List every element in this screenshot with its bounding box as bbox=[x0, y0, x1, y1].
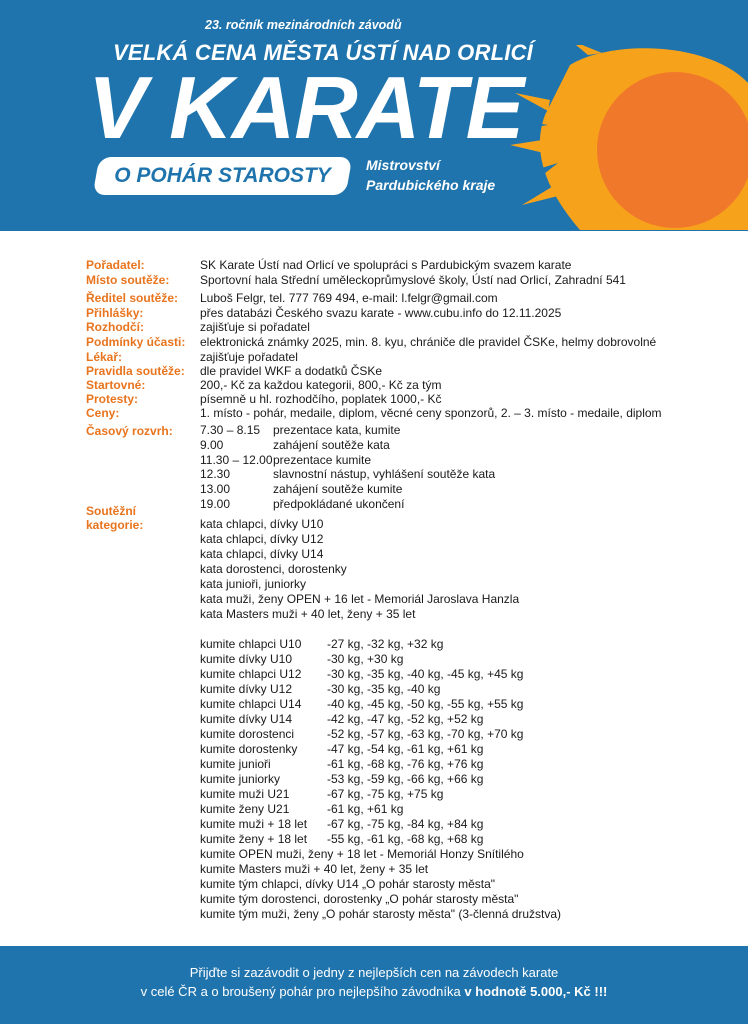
kumite-category-weights: -30 kg, +30 kg bbox=[327, 652, 404, 666]
schedule-time: 13.00 bbox=[200, 482, 231, 496]
info-value-protests: písemně u hl. rozhodčího, poplatek 1000,- Kč bbox=[200, 392, 442, 406]
schedule-time: 7.30 – 8.15 bbox=[200, 423, 261, 437]
categories-label-1: Soutěžní bbox=[86, 504, 136, 518]
sun-brush-graphic bbox=[510, 45, 748, 230]
info-value-prizes: 1. místo - pohár, medaile, diplom, věcné ceny sponzorů, 2. – 3. místo - medaile, diplom bbox=[200, 406, 662, 420]
info-value-venue: Sportovní hala Střední uměleckoprůmyslové školy, Ústí nad Orlicí, Zahradní 541 bbox=[200, 273, 626, 287]
info-label-protests: Protesty: bbox=[86, 392, 139, 406]
schedule-text: předpokládané ukončení bbox=[273, 497, 405, 511]
info-label-prizes: Ceny: bbox=[86, 406, 120, 420]
footer-line-2-text: v celé ČR a o broušený pohár pro nejlepšího závodníka bbox=[140, 984, 465, 999]
kata-category: kata muži, ženy OPEN + 16 let - Memoriál Jaroslava Hanzla bbox=[200, 592, 520, 606]
schedule-time: 11.30 – 12.00 bbox=[200, 453, 273, 467]
footer-prize-value: v hodnotě 5.000,- Kč !!! bbox=[464, 984, 608, 999]
kumite-category-weights: -55 kg, -61 kg, -68 kg, +68 kg bbox=[327, 832, 484, 846]
kumite-category-name: kumite chlapci U12 bbox=[200, 667, 302, 681]
info-value-conditions: elektronická známky 2025, min. 8. kyu, chrániče dle pravidel ČSKe, helmy dobrovolné bbox=[200, 335, 657, 349]
info-value-fee: 200,- Kč za každou kategorii, 800,- Kč za tým bbox=[200, 378, 442, 392]
info-label-organizer: Pořadatel: bbox=[86, 258, 145, 272]
info-value-director: Luboš Felgr, tel. 777 769 494, e-mail: l.felgr@gmail.com bbox=[200, 291, 498, 305]
info-label-fee: Startovné: bbox=[86, 378, 146, 392]
schedule-time: 19.00 bbox=[200, 497, 231, 511]
championship-line-2: Pardubického kraje bbox=[366, 177, 496, 193]
kata-category: kata junioři, juniorky bbox=[200, 577, 307, 591]
kumite-category-name: kumite muži + 18 let bbox=[200, 817, 308, 831]
kata-category: kata dorostenci, dorostenky bbox=[200, 562, 347, 576]
kumite-category-name: kumite dívky U14 bbox=[200, 712, 293, 726]
info-label-director: Ředitel soutěže: bbox=[86, 291, 179, 305]
info-value-rules: dle pravidel WKF a dodatků ČSKe bbox=[200, 364, 383, 378]
kumite-category-name: kumite juniorky bbox=[200, 772, 281, 786]
info-label-rules: Pravidla soutěže: bbox=[86, 364, 185, 378]
schedule-text: prezentace kumite bbox=[273, 453, 372, 467]
info-label-venue: Místo soutěže: bbox=[86, 273, 170, 287]
kumite-category-name: kumite chlapci U14 bbox=[200, 697, 302, 711]
info-value-organizer: SK Karate Ústí nad Orlicí ve spolupráci s Pardubickým svazem karate bbox=[200, 258, 572, 272]
info-value-referees: zajišťuje si pořadatel bbox=[200, 320, 310, 334]
pill-label: O POHÁR STAROSTY bbox=[114, 164, 331, 187]
kumite-category-name: kumite chlapci U10 bbox=[200, 637, 302, 651]
kumite-category-weights: -42 kg, -47 kg, -52 kg, +52 kg bbox=[327, 712, 484, 726]
kumite-category-name: kumite ženy U21 bbox=[200, 802, 290, 816]
kumite-category-name: kumite dívky U10 bbox=[200, 652, 293, 666]
schedule-time: 12.30 bbox=[200, 467, 231, 481]
kumite-category-name: kumite junioři bbox=[200, 757, 271, 771]
kumite-category-name: kumite ženy + 18 let bbox=[200, 832, 308, 846]
header-banner bbox=[0, 0, 748, 231]
kumite-category-weights: -52 kg, -57 kg, -63 kg, -70 kg, +70 kg bbox=[327, 727, 524, 741]
kata-category: kata chlapci, dívky U12 bbox=[200, 532, 324, 546]
kumite-category-weights: -61 kg, +61 kg bbox=[327, 802, 404, 816]
kumite-category-weights: -30 kg, -35 kg, -40 kg bbox=[327, 682, 441, 696]
categories-label-2: kategorie: bbox=[86, 518, 144, 532]
kumite-extra-category: kumite tým muži, ženy „O pohár starosty města" (3-členná družstva) bbox=[200, 907, 562, 921]
schedule-text: prezentace kata, kumite bbox=[273, 423, 401, 437]
kumite-category-weights: -47 kg, -54 kg, -61 kg, +61 kg bbox=[327, 742, 484, 756]
kata-category: kata chlapci, dívky U10 bbox=[200, 517, 324, 531]
kumite-extra-category: kumite OPEN muži, ženy + 18 let - Memoriál Honzy Snítilého bbox=[200, 847, 524, 861]
kumite-category-weights: -61 kg, -68 kg, -76 kg, +76 kg bbox=[327, 757, 484, 771]
kata-category: kata Masters muži + 40 let, ženy + 35 let bbox=[200, 607, 416, 621]
kumite-category-weights: -67 kg, -75 kg, +75 kg bbox=[327, 787, 444, 801]
info-label-referees: Rozhodčí: bbox=[86, 320, 144, 334]
kumite-category-name: kumite dorostenci bbox=[200, 727, 295, 741]
event-title: VELKÁ CENA MĚSTA ÚSTÍ NAD ORLICÍ bbox=[113, 40, 533, 65]
kumite-extra-category: kumite tým dorostenci, dorostenky „O pohár starosty města" bbox=[200, 892, 519, 906]
kumite-category-weights: -30 kg, -35 kg, -40 kg, -45 kg, +45 kg bbox=[327, 667, 524, 681]
kumite-extra-category: kumite Masters muži + 40 let, ženy + 35 let bbox=[200, 862, 429, 876]
kumite-category-name: kumite dorostenky bbox=[200, 742, 298, 756]
info-label-conditions: Podmínky účasti: bbox=[86, 335, 186, 349]
edition-subtitle: 23. ročník mezinárodních závodů bbox=[205, 18, 402, 32]
info-label-registration: Přihlášky: bbox=[86, 306, 144, 320]
footer-banner bbox=[0, 946, 748, 1024]
kumite-category-weights: -67 kg, -75 kg, -84 kg, +84 kg bbox=[327, 817, 484, 831]
kumite-category-weights: -40 kg, -45 kg, -50 kg, -55 kg, +55 kg bbox=[327, 697, 524, 711]
info-value-doctor: zajišťuje pořadatel bbox=[200, 350, 298, 364]
footer-line-2 bbox=[0, 984, 748, 999]
schedule-label: Časový rozvrh: bbox=[86, 424, 173, 438]
info-value-registration: přes databázi Českého svazu karate - www.cubu.info do 12.11.2025 bbox=[200, 306, 562, 320]
kumite-category-name: kumite muži U21 bbox=[200, 787, 290, 801]
schedule-text: zahájení soutěže kumite bbox=[273, 482, 403, 496]
schedule-text: zahájení soutěže kata bbox=[273, 438, 390, 452]
kumite-extra-category: kumite tým chlapci, dívky U14 „O pohár starosty města" bbox=[200, 877, 496, 891]
info-label-doctor: Lékař: bbox=[86, 350, 123, 364]
kumite-category-name: kumite dívky U12 bbox=[200, 682, 293, 696]
kumite-category-weights: -27 kg, -32 kg, +32 kg bbox=[327, 637, 444, 651]
big-title: V KARATE bbox=[88, 58, 524, 157]
championship-line-1: Mistrovství bbox=[366, 157, 440, 173]
schedule-time: 9.00 bbox=[200, 438, 224, 452]
kumite-category-weights: -53 kg, -59 kg, -66 kg, +66 kg bbox=[327, 772, 484, 786]
footer-line-1: Přijďte si zazávodit o jedny z nejlepších cen na závodech karate bbox=[189, 965, 559, 980]
kata-category: kata chlapci, dívky U14 bbox=[200, 547, 324, 561]
schedule-text: slavnostní nástup, vyhlášení soutěže kata bbox=[273, 467, 496, 481]
